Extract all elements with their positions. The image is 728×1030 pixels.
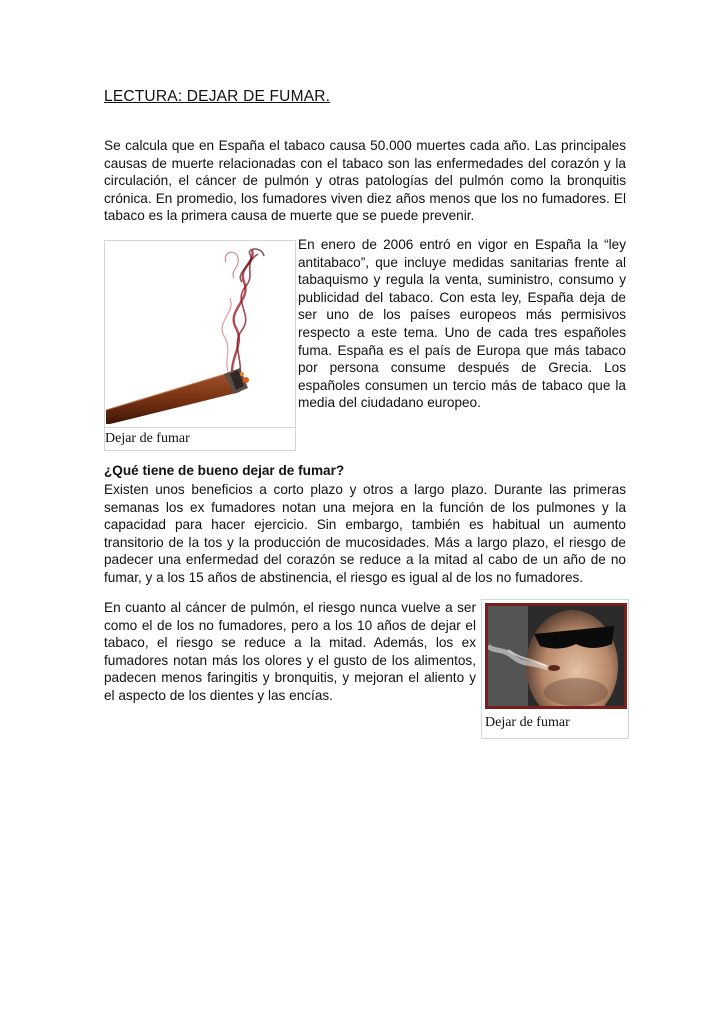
cigarette-image xyxy=(106,242,294,424)
paragraph-intro: Se calcula que en España el tabaco causa 50.000 muertes cada año. Las principales causas de muerte relacionadas con el tabaco son las enfermedades del corazón y la circulación, el cáncer de pulmón y otras patologías del pulmón como la bronquitis crónica. En promedio, los fumadores viven diez años menos que los no fumadores. El tabaco es la primera causa de muerte que se puede prevenir. xyxy=(104,138,626,224)
document-title: LECTURA: DEJAR DE FUMAR. xyxy=(104,88,331,105)
cigarette-figure xyxy=(104,240,296,451)
smoker-figure-caption: Dejar de fumar xyxy=(485,715,570,730)
section-heading: ¿Qué tiene de bueno dejar de fumar? xyxy=(104,463,345,478)
cigarette-figure-caption: Dejar de fumar xyxy=(105,427,295,451)
smoker-image xyxy=(485,603,627,709)
paragraph-cancer-pulmon: En cuanto al cáncer de pulmón, el riesgo nunca vuelve a ser como el de los no fumadores, pero a los 10 años de dejar el tabaco, el riesgo se reduce a la mitad. Además, los ex fumadores notan más los olores y el gusto de los alimentos, padecen menos faringitis y bronquitis, y mejoran el aliento y el aspecto de los dientes y las encías. xyxy=(104,600,476,703)
paragraph-ley-antitabaco: En enero de 2006 entró en vigor en España la “ley antitabaco”, que incluye medidas sanitarias frente al tabaquismo y regula la venta, suministro, consumo y publicidad del tabaco. Con esta ley, España deja de ser uno de los países europeos más permisivos respecto a este tema. Uno de cada tres españoles fuma. España es el país de Europa que más tabaco por persona consume después de Grecia. Los españoles consumen un tercio más de tabaco que la media del ciudadano europeo. xyxy=(298,237,626,411)
paragraph-beneficios: Existen unos beneficios a corto plazo y otros a largo plazo. Durante las primeras semanas los ex fumadores notan una mejora en la función de los pulmones y la capacidad para hacer ejercicio. Sin embargo, también es habitual un aumento transitorio de la tos y la producción de mucosidades. Más a largo plazo, el riesgo de padecer una enfermedad del corazón se reduce a la mitad al cabo de un año de no fumar, y a los 15 años de abstinencia, el riesgo es igual al de los no fumadores. xyxy=(104,482,626,585)
smoker-figure xyxy=(481,599,629,739)
